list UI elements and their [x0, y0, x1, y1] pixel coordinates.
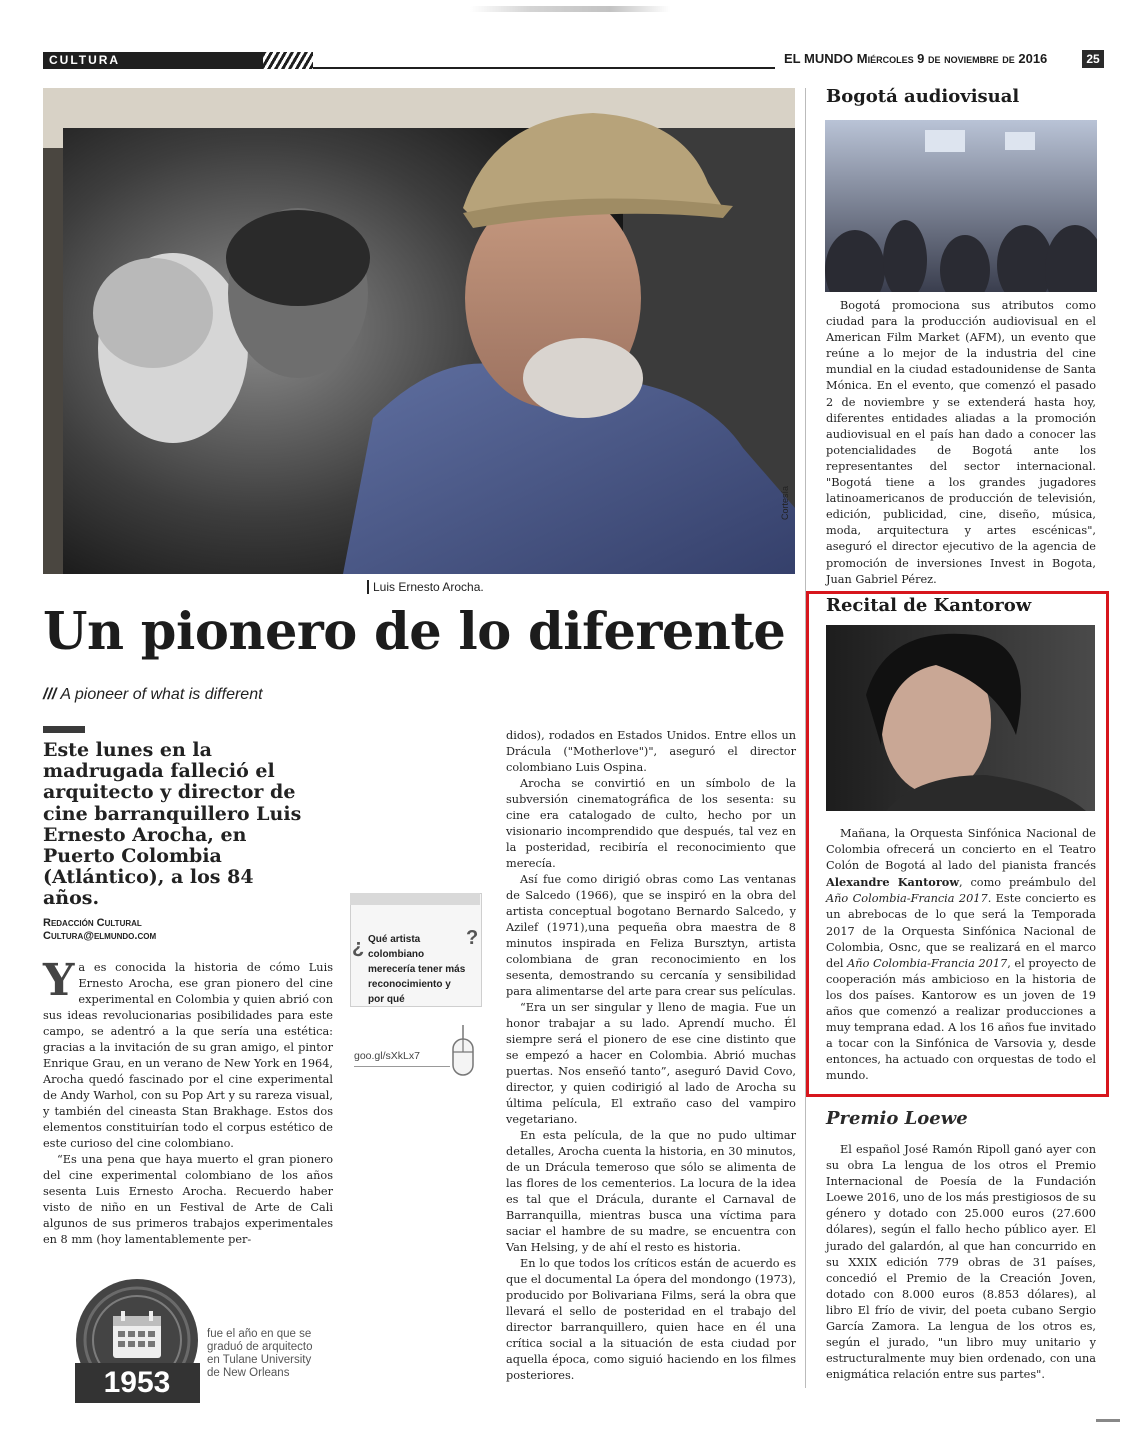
subhead-marks: ///	[43, 686, 57, 703]
event-name: Año Colombia-Francia 2017	[826, 892, 988, 906]
body-paragraph: “Es una pena que haya muerto el gran pionero del cine experimental colombiano de los años sesenta Luis Ernesto Arocha. Recuerdo haber visto de niño en un Festival de Arte de Cali algunos de sus primeros trabajos experimentales en 8 mm (hoy lamentablemente per-	[43, 1153, 333, 1246]
body-paragraph: didos), rodados en Estados Unidos. Entre ellos un Drácula ("Motherlove")", aseguró el director colombiano Luis Ospina.	[506, 729, 796, 774]
masthead	[784, 51, 1047, 66]
recital-text-c: . Este concierto es un abrebocas de lo que será la Temporada 2017 de la Orquesta Sinfónica Nacional de Colombia, Osnc, que se realizará en el marco del	[826, 892, 1097, 970]
paper-name: EL MUNDO	[784, 51, 854, 66]
body-column-2	[506, 728, 796, 1384]
badge-text: fue el año en que se graduó de arquitecto en Tulane University de New Orleans	[207, 1328, 313, 1379]
subhead	[43, 686, 263, 704]
kantorow-photo	[826, 625, 1095, 811]
loewe-title: Premio Loewe	[826, 1108, 968, 1129]
subhead-text: A pioneer of what is different	[60, 686, 263, 703]
page-number: 25	[1082, 50, 1104, 68]
link-underline	[354, 1066, 450, 1067]
calendar-icon	[113, 1311, 161, 1358]
headline: Un pionero de lo diferente	[43, 602, 786, 662]
section-name: CULTURA	[49, 53, 121, 67]
recital-text-a: Mañana, la Orquesta Sinfónica Nacional de Colombia ofrecerá un concierto en el Teatro Colón de Bogotá al lado del pianista francés	[826, 827, 1096, 873]
question-open-mark: ¿	[352, 936, 365, 958]
byline-email: Cultura@elmundo.com	[43, 930, 157, 942]
lead-paragraph: Este lunes en la madrugada falleció el arquitecto y director de cine barranquillero Luis Ernesto Arocha, en Puerto Colombia (Atlántico), a los 84 años.	[43, 739, 302, 910]
question-link[interactable]: goo.gl/sXkLx7	[354, 1050, 420, 1062]
byline	[43, 917, 156, 943]
lead-bar	[43, 726, 85, 733]
body-paragraph: “Era un ser singular y lleno de magia. Fue un honor trabajar a su lado. Aprendí mucho. Él siempre será el pionero de ese cine distinto que se empezó a hacer en Colombia. Abrió muchas puertas. Nos enseñó tanto”, aseguró David Covo, director, y quien codirigió al lado de Arocha su última película, El extraño caso del vampiro vegetariano.	[506, 1001, 796, 1126]
loewe-paragraph: El español José Ramón Ripoll ganó ayer con su obra La lengua de los otros el Premio Internacional de Poesía de la Fundación Loewe 2016, uno de los más prestigiosos de su género y dotado con 25.000 euros (27.600 dólares), según el fallo hecho público ayer. El jurado del galardón, al que han concurrido en su XXIX edición 779 obras de 31 países, concedió el Premio de la Creación Joven, dotado con 8.000 euros (8.853 dólares), al libro El frío de vivir, del poeta cubano Sergio García Zamora. La lengua de los otros es, según el jurado, "un libro muy unitario y estructuralmente muy bien ordenado, con una enigmática relación entre sus partes".	[826, 1143, 1096, 1382]
loewe-text	[826, 1142, 1096, 1383]
section-label	[43, 52, 263, 69]
body-paragraph: Arocha se convirtió en un símbolo de la subversión cinematográfica de los sesenta: su cine era catalogado de culto, hecho por un visionario incomprendido que después, tal vez en la posteridad, recibiría el reconocimiento que merecía.	[506, 777, 796, 870]
recital-text-d: , el proyecto de cooperación más ambicioso en la historia de los dos países. Kantorow es un joven de 19 años que comenzó a realizar producciones a muy temprana edad. A los 16 años fue invitado a tocar con la Sinfónica de Varsovia y, desde entonces, ha actuado con orquestas de todo el mundo.	[826, 956, 1097, 1083]
photo-credit: Cortesía	[780, 485, 790, 520]
badge-year: 1953	[103, 1366, 171, 1399]
scan-mark	[1096, 1419, 1120, 1422]
byline-name: Redacción Cultural	[43, 917, 142, 929]
question-box-cap	[350, 893, 480, 905]
year-badge	[75, 1278, 200, 1403]
question-text: Qué artista colombiano merecería tener más reconocimiento y por qué	[368, 934, 466, 1005]
recital-title: Recital de Kantorow	[826, 595, 1032, 616]
section-rule	[263, 52, 775, 69]
paragraph-text: a es conocida la historia de cómo Luis Ernesto Arocha, ese gran pionero del cine experimental en Colombia y quien abrió con sus ideas revolucionarias posibilidades para este campo, se adentró a la que sería una estética: gracias a la invitación de su gran amigo, el pintor Enrique Grau, en un verano de New York en 1964, Arocha quedó fascinado por el cine experimental de Andy Warhol, con su Pop Art y su rareza visual, y también del cineasta Stan Brakhage. Estos dos elementos constituirían todo el corpus estético de este curioso del cine colombiano.	[43, 961, 333, 1150]
body-column-1	[43, 955, 333, 1248]
bogota-photo	[825, 120, 1097, 292]
recital-text	[826, 826, 1096, 1085]
bogota-title: Bogotá audiovisual	[826, 86, 1020, 107]
bogota-text	[826, 298, 1096, 588]
issue-date: Miércoles 9 de noviembre de 2016	[856, 51, 1048, 66]
mouse-icon	[450, 1025, 476, 1095]
scan-smudge	[470, 6, 670, 12]
recital-text-b: , como preámbulo del	[959, 876, 1096, 890]
drop-cap: Y	[43, 955, 75, 1006]
event-name-2: Año Colombia-Francia 2017	[847, 956, 1008, 970]
pianist-name: Alexandre Kantorow	[826, 875, 960, 890]
body-paragraph: En esta película, de la que no pudo ultimar detalles, Arocha cuenta la historia, en 30 minutos, de un Drácula temeroso que sólo se alimenta de las flores de los cementerios. La locura de la idea es tal que el Drácula, durante el Carnaval de Barranquilla, mientras busca una víctima para saciar el hambre de su madre, se encuentra con Van Helsing, y de ahí el resto es historia.	[506, 1129, 796, 1254]
main-photo	[43, 88, 795, 574]
question-close-mark: ?	[466, 927, 479, 949]
body-paragraph	[43, 955, 333, 1152]
body-paragraph: En lo que todos los críticos están de acuerdo es que el documental La ópera del mondongo (1973), producido por Bolivariana Films, será la obra que llevará el sello de posteridad en el trabajo del director barranquillero, quien hace en él una crítica social a la situación de esta ciudad por aquella época, como siguió haciendo en los filmes posteriores.	[506, 1257, 796, 1382]
photo-caption: Luis Ernesto Arocha.	[367, 580, 484, 594]
body-paragraph: Así fue como dirigió obras como Las ventanas de Salcedo (1966), que se inspiró en la obra del artista conceptual bogotano Bernardo Salcedo, y Azilef (1971),una pequeña obra maestra de 8 minutos inspirada en Feliza Bursztyn, artista colombiana de gran reconocimiento en los sesenta, demostrando su cercanía y sensibilidad para alimentarse del arte para crear sus películas.	[506, 873, 796, 998]
bogota-paragraph: Bogotá promociona sus atributos como ciudad para la producción audiovisual en el American Film Market (AFM), un evento que reúne a lo mejor de la industria del cine mundial en la ciudad estadounidense de Santa Mónica. En el evento, que comenzó el pasado 2 de noviembre y se extenderá hasta hoy, diferentes entidades aliadas a la promoción audiovisual en el país han dado a conocer las potencialidades de Bogotá ante los representantes del sector internacional. "Bogotá tiene a los grandes jugadores latinoamericanos de producción de televisión, edición, publicidad, cine, diseño, música, moda, arquitectura y artes escénicas", aseguró el director ejecutivo de la agencia de promoción de inversiones Invest in Bogota, Juan Gabriel Pérez.	[826, 299, 1096, 586]
